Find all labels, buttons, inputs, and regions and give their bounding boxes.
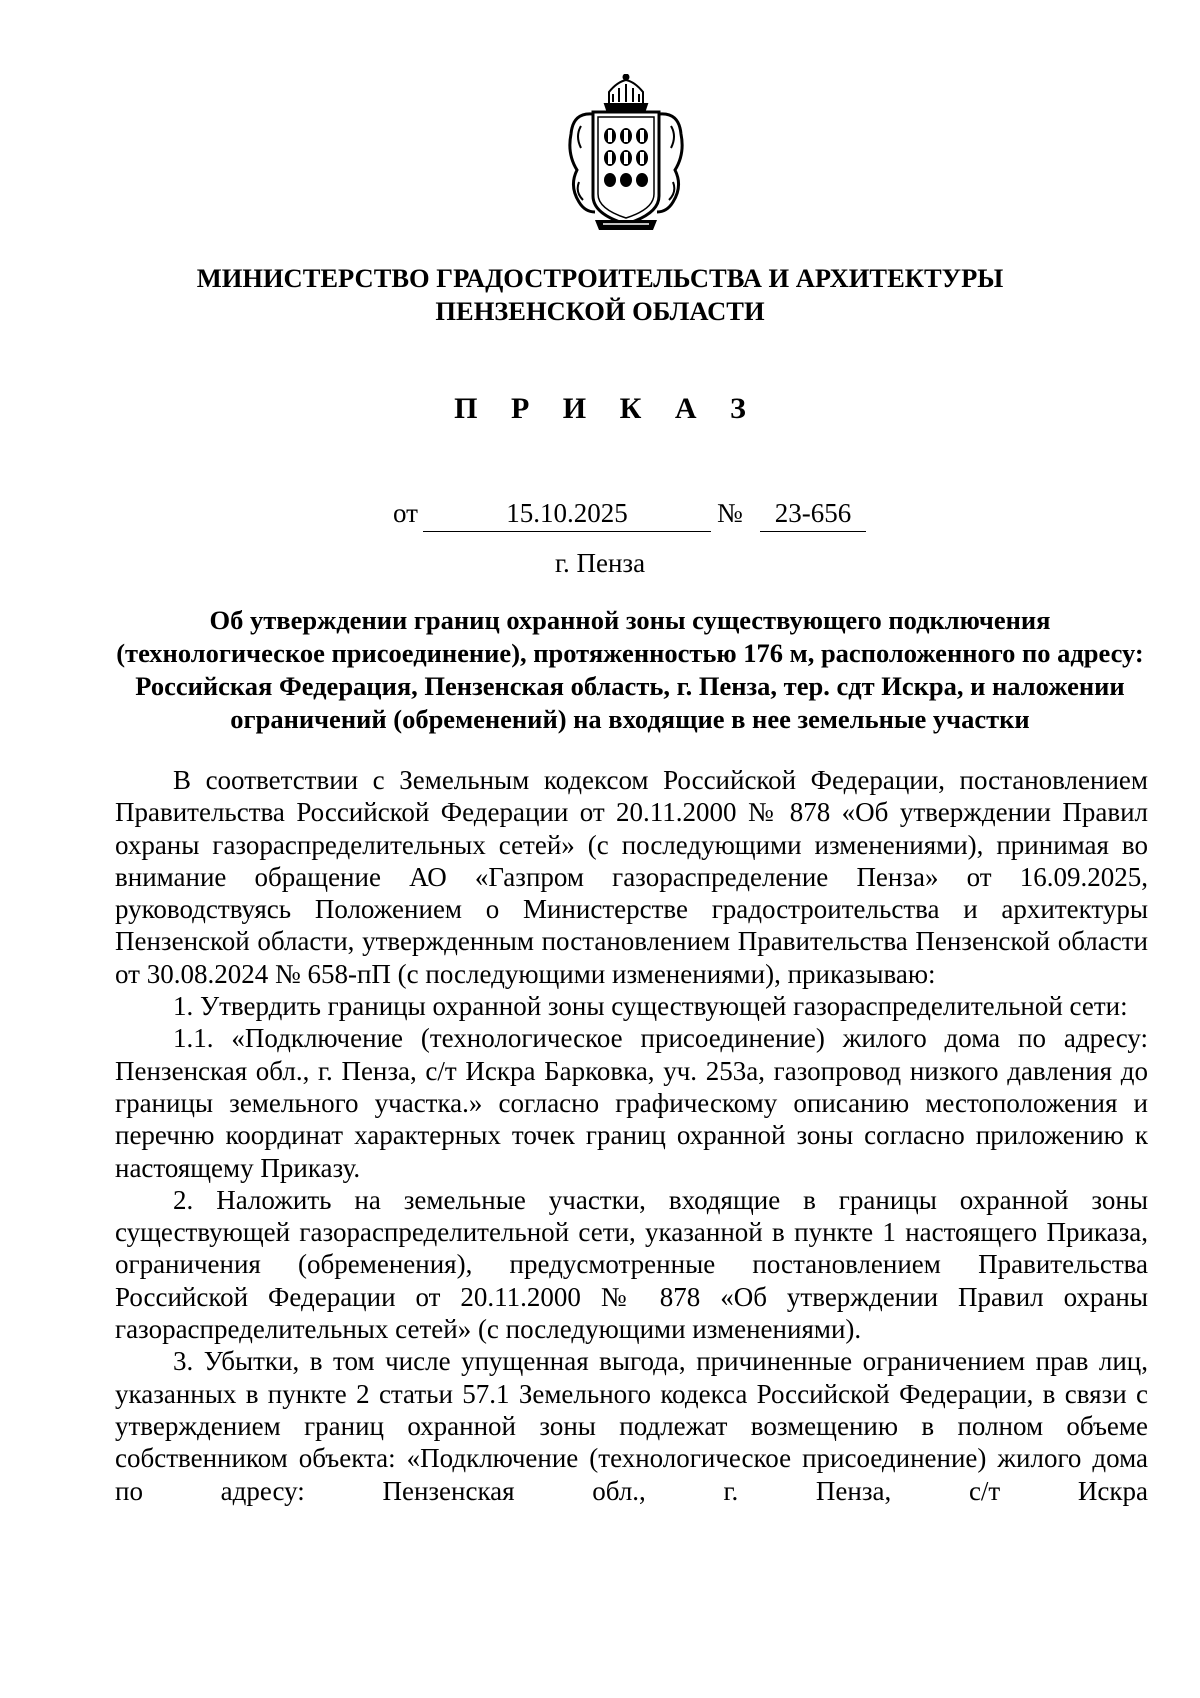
order-body — [115, 764, 1148, 1507]
ministry-name — [0, 262, 1200, 328]
coat-of-arms-icon — [565, 74, 687, 232]
date-label: от — [393, 498, 418, 528]
ministry-line-2: ПЕНЗЕНСКОЙ ОБЛАСТИ — [435, 296, 765, 326]
paragraph-item-1-1: 1.1. «Подключение (технологическое присоединение) жилого дома по адресу: Пензенская обл., г. Пенза, с/т Искра Барковка, уч. 253а, газопровод низкого давления до границы земельного участка.» согласно графическому описанию местоположения и перечню координат характерных точек границ охранной зоны согласно приложению к настоящему Приказу. — [115, 1023, 1148, 1183]
paragraph-preamble: В соответствии с Земельным кодексом Российской Федерации, постановлением Правительства Российской Федерации от 20.11.2000 № 878 «Об утверждении Правил охраны газораспределительных сетей» (с последующими изменениями), принимая во внимание обращение АО «Газпром газораспределение Пенза» от 16.09.2025, руководствуясь Положением о Министерстве градостроительства и архитектуры Пензенской области, утвержденным постановлением Правительства Пензенской области от 30.08.2024 № 658-пП (с последующими изменениями), приказываю: — [115, 765, 1148, 989]
order-subject: Об утверждении границ охранной зоны существующего подключения (технологическое присоединение), протяженностью 176 м, расположенного по адресу: Российская Федерация, Пензенская область, г. Пенза, тер. сдт Искра, и наложении ограничений (обременений) на входящие в нее земельные участки — [116, 605, 1144, 734]
date-number-line — [0, 498, 1200, 534]
paragraph-item-2: 2. Наложить на земельные участки, входящие в границы охранной зоны существующей газораспределительной сети, указанной в пункте 1 настоящего Приказа, ограничения (обременения), предусмотренные постановлением Правительства Российской Федерации от 20.11.2000 № 878 «Об утверждении Правил охраны газораспределительных сетей» (с последующими изменениями). — [115, 1184, 1148, 1345]
city: г. Пенза — [554, 548, 646, 578]
number-label: № — [717, 498, 743, 528]
paragraph-item-1: 1. Утвердить границы охранной зоны существующей газораспределительной сети: — [173, 991, 1128, 1022]
order-date: 15.10.2025 — [423, 498, 711, 532]
order-title: П Р И К А З — [454, 392, 759, 425]
order-number: 23-656 — [760, 498, 866, 532]
ministry-line-1: МИНИСТЕРСТВО ГРАДОСТРОИТЕЛЬСТВА И АРХИТЕКТУРЫ — [196, 263, 1004, 293]
paragraph-item-3: 3. Убытки, в том числе упущенная выгода, причиненные ограничением прав лиц, указанных в пункте 2 статьи 57.1 Земельного кодекса Российской Федерации, в связи с утверждением границ охранной зоны подлежат возмещению в полном объеме собственником объекта: «Подключение (технологическое присоединение) жилого дома по адресу: Пензенская обл., г. Пенза, с/т Искра — [115, 1346, 1148, 1506]
